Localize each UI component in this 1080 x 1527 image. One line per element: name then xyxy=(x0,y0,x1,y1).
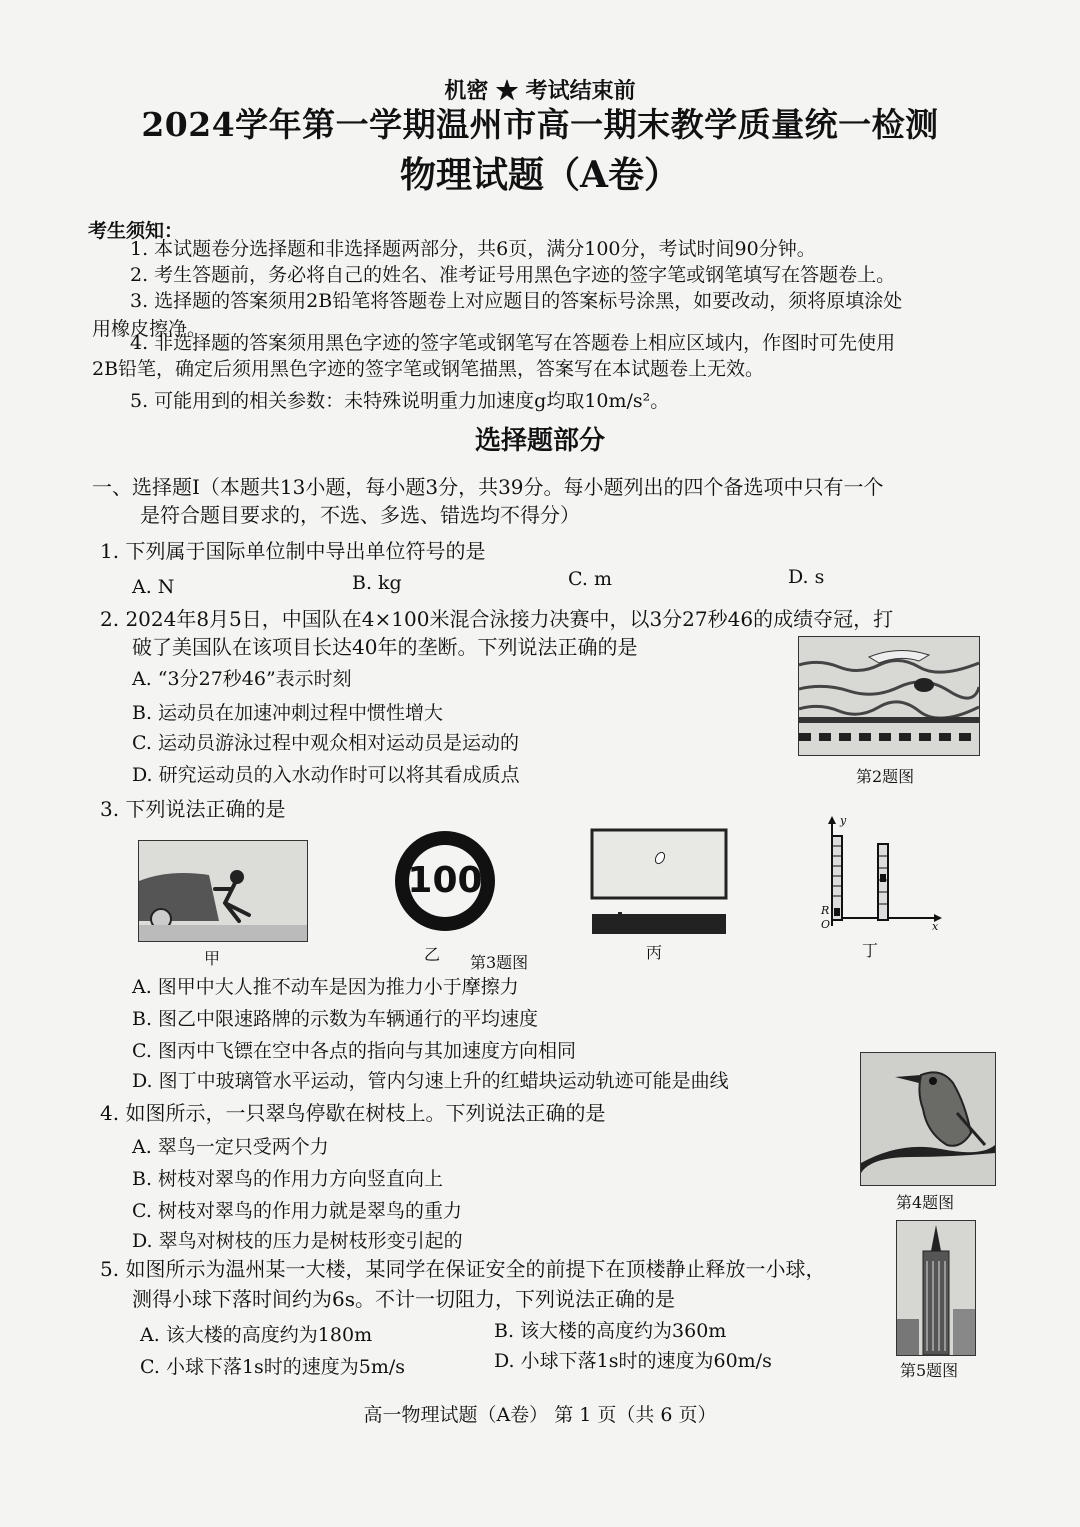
axis-r-label: R xyxy=(821,904,830,917)
q2-option-a: A. “3分27秒46”表示时刻 xyxy=(132,668,352,690)
confidential-mark: 机密 ★ 考试结束前 xyxy=(444,78,636,104)
q4-stem: 4. 如图所示，一只翠鸟停歇在树枝上。下列说法正确的是 xyxy=(100,1101,606,1125)
swimmer-figure xyxy=(798,636,980,756)
q4-option-c: C. 树枝对翠鸟的作用力就是翠鸟的重力 xyxy=(132,1200,462,1222)
speed-limit-value: 100 xyxy=(407,860,483,901)
q2-figure-caption: 第2题图 xyxy=(856,767,915,786)
q3-stem: 3. 下列说法正确的是 xyxy=(100,797,286,821)
figure-ding-glass-tube xyxy=(816,816,946,936)
exam-title: 2024学年第一学期温州市高一期末教学质量统一检测 xyxy=(141,105,939,144)
notice-line: 2B铅笔，确定后须用黑色字迹的签字笔或钢笔描黑，答案写在本试题卷上无效。 xyxy=(92,358,765,380)
section-intro: 一、选择题Ⅰ（本题共13小题，每小题3分，共39分。每小题列出的四个备选项中只有一个 xyxy=(92,475,884,499)
q2-stem: 2. 2024年8月5日，中国队在4×100米混合泳接力决赛中，以3分27秒46的成绩夺冠，打 xyxy=(100,607,894,631)
notice-line: 用橡皮擦净。 xyxy=(92,318,207,340)
notice-line: 1. 本试题卷分选择题和非选择题两部分，共6页，满分100分，考试时间90分钟。 xyxy=(130,238,816,260)
notice-line: 4. 非选择题的答案须用黑色字迹的签字笔或钢笔写在答题卷上相应区域内，作图时可先使用 xyxy=(130,332,896,354)
q5-option-c: C. 小球下落1s时的速度为5m/s xyxy=(140,1356,406,1378)
figure-label-bing: 丙 xyxy=(646,943,663,962)
q1-option-c: C. m xyxy=(568,568,612,590)
figure-label-yi: 乙 xyxy=(424,945,441,964)
page-footer: 高一物理试题（A卷） 第 1 页（共 6 页） xyxy=(363,1404,717,1426)
notice-heading: 考生须知： xyxy=(88,220,184,242)
q3-figure-caption: 第3题图 xyxy=(470,953,529,972)
q5-stem: 5. 如图所示为温州某一大楼，某同学在保证安全的前提下在顶楼静止释放一小球， xyxy=(100,1257,826,1281)
q1-option-a: A. N xyxy=(132,576,175,598)
q5-stem: 测得小球下落时间约为6s。不计一切阻力，下列说法正确的是 xyxy=(132,1287,675,1311)
q2-stem: 破了美国队在该项目长达40年的垄断。下列说法正确的是 xyxy=(132,635,638,659)
tower-figure xyxy=(896,1220,976,1356)
exam-subtitle: 物理试题（A卷） xyxy=(400,154,680,196)
figure-label-jia: 甲 xyxy=(204,949,221,968)
axis-x-label: x xyxy=(932,920,939,933)
q2-option-d: D. 研究运动员的入水动作时可以将其看成质点 xyxy=(132,764,520,786)
q4-option-b: B. 树枝对翠鸟的作用力方向竖直向上 xyxy=(132,1168,444,1190)
q3-option-b: B. 图乙中限速路牌的示数为车辆通行的平均速度 xyxy=(132,1008,539,1030)
q5-figure-caption: 第5题图 xyxy=(900,1361,959,1380)
q3-option-c: C. 图丙中飞镖在空中各点的指向与其加速度方向相同 xyxy=(132,1040,576,1062)
q3-option-d: D. 图丁中玻璃管水平运动，管内匀速上升的红蜡块运动轨迹可能是曲线 xyxy=(132,1070,729,1092)
axis-y-label: y xyxy=(840,814,847,827)
notice-line: 2. 考生答题前，务必将自己的姓名、准考证号用黑色字迹的签字笔或钢笔填写在答题卷上。 xyxy=(130,264,896,286)
section-intro: 是符合题目要求的，不选、多选、错选均不得分） xyxy=(140,503,580,527)
figure-bing-dart xyxy=(590,828,728,936)
q2-option-b: B. 运动员在加速冲刺过程中惯性增大 xyxy=(132,702,444,724)
q5-option-a: A. 该大楼的高度约为180m xyxy=(140,1324,373,1346)
q1-option-b: B. kg xyxy=(352,572,402,594)
notice-line: 3. 选择题的答案须用2B铅笔将答题卷上对应题目的答案标号涂黑，如要改动，须将原填涂处 xyxy=(130,290,903,312)
q2-option-c: C. 运动员游泳过程中观众相对运动员是运动的 xyxy=(132,732,519,754)
section-title: 选择题部分 xyxy=(474,426,605,456)
q1-stem: 1. 下列属于国际单位制中导出单位符号的是 xyxy=(100,539,486,563)
axis-origin-label: O xyxy=(821,918,831,931)
q5-option-d: D. 小球下落1s时的速度为60m/s xyxy=(494,1350,772,1372)
q3-option-a: A. 图甲中大人推不动车是因为推力小于摩擦力 xyxy=(132,976,519,998)
figure-jia-car-push xyxy=(138,840,308,942)
notice-line: 5. 可能用到的相关参数：未特殊说明重力加速度g均取10m/s²。 xyxy=(130,390,670,412)
q4-figure-caption: 第4题图 xyxy=(896,1193,955,1212)
figure-label-ding: 丁 xyxy=(862,941,879,960)
speed-limit-sign xyxy=(392,828,498,934)
q1-option-d: D. s xyxy=(788,566,825,588)
q4-option-a: A. 翠鸟一定只受两个力 xyxy=(132,1136,329,1158)
q4-option-d: D. 翠鸟对树枝的压力是树枝形变引起的 xyxy=(132,1230,463,1252)
kingfisher-figure xyxy=(860,1052,996,1186)
q5-option-b: B. 该大楼的高度约为360m xyxy=(494,1320,727,1342)
